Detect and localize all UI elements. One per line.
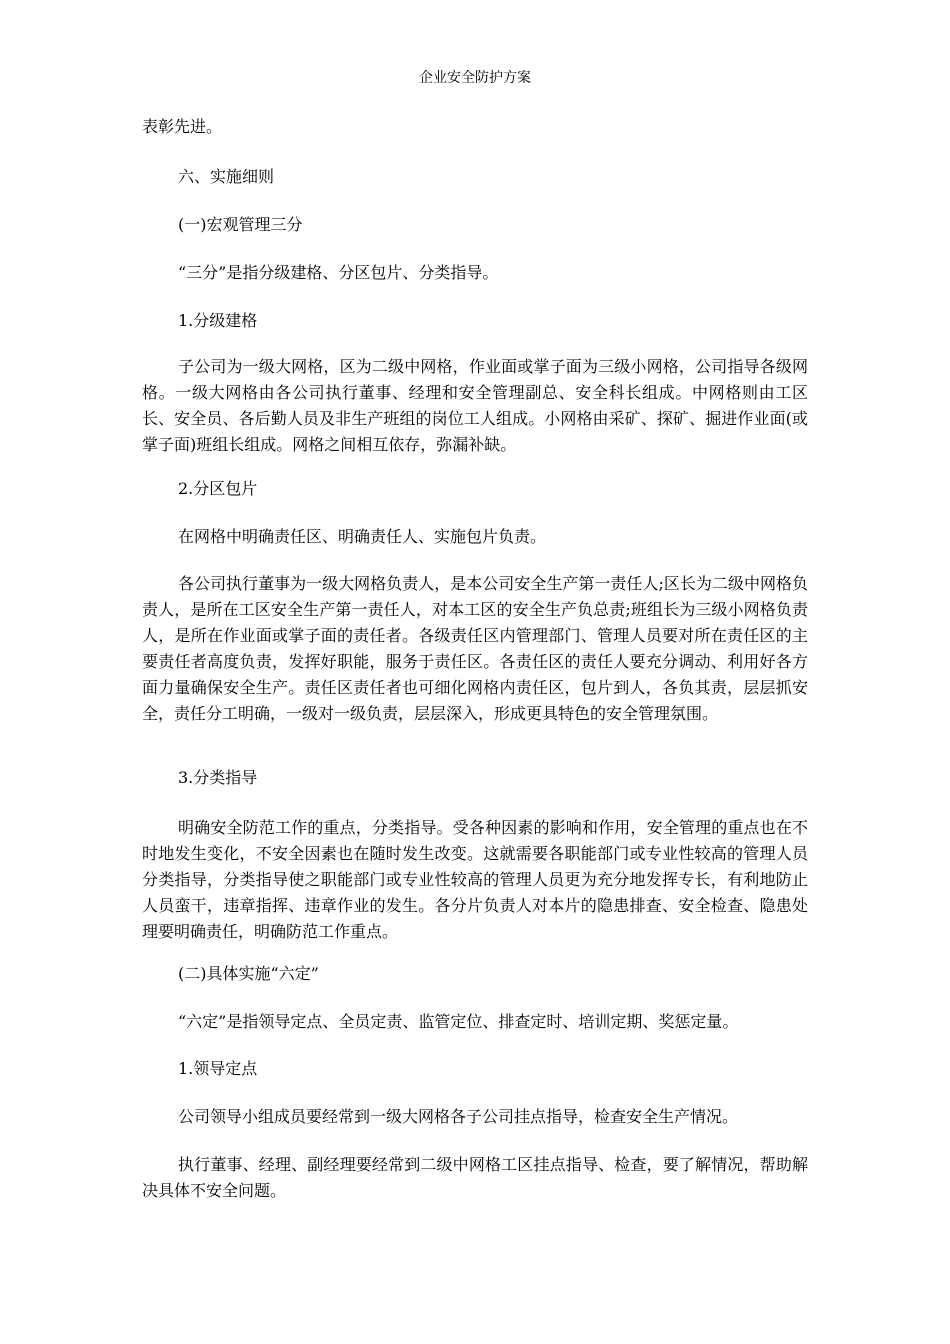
paragraph: “六定”是指领导定点、全员定责、监管定位、排查定时、培训定期、奖惩定量。 (178, 1012, 739, 1031)
item-heading: 1.分级建格 (178, 311, 258, 330)
paragraph: 在网格中明确责任区、明确责任人、实施包片负责。 (178, 527, 547, 546)
subsection-heading: (二)具体实施“六定” (178, 964, 319, 983)
subsection-heading: (一)宏观管理三分 (178, 215, 303, 234)
paragraph: 明确安全防范工作的重点，分类指导。受各种因素的影响和作用，安全管理的重点也在不时地发生变化，不安全因素也在随时发生改变。这就需要各职能部门或专业性较高的管理人员分类指导，分类指导使之职能部门或专业性较高的管理人员更为充分地发挥专长，有利地防止人员蛮干，违章指挥、违章作业的发生。各分片负责人对本片的隐患排查、安全检查、隐患处理要明确责任，明确防范工作重点。 (142, 818, 808, 941)
item-heading: 1.领导定点 (178, 1059, 258, 1078)
paragraph: “三分”是指分级建格、分区包片、分类指导。 (178, 263, 499, 282)
paragraph: 各公司执行董事为一级大网格负责人，是本公司安全生产第一责任人;区长为二级中网格负责人，是所在工区安全生产第一责任人，对本工区的安全生产负总责;班组长为三级小网格负责人，是所在作业面或掌子面的责任者。各级责任区内管理部门、管理人员要对所在责任区的主要责任者高度负责，发挥好职能，服务于责任区。各责任区的责任人要充分调动、利用好各方面力量确保安全生产。责任区责任者也可细化网格内责任区，包片到人，各负其责，层层抓安全，责任分工明确，一级对一级负责，层层深入，形成更具特色的安全管理氛围。 (142, 574, 808, 723)
paragraph: 表彰先进。 (142, 117, 223, 136)
page-header: 企业安全防护方案 (419, 70, 531, 86)
item-heading: 3.分类指导 (178, 768, 258, 787)
paragraph: 公司领导小组成员要经常到一级大网格各子公司挂点指导，检查安全生产情况。 (178, 1107, 739, 1126)
paragraph: 执行董事、经理、副经理要经常到二级中网格工区挂点指导、检查，要了解情况，帮助解决具体不安全问题。 (142, 1155, 808, 1200)
item-heading: 2.分区包片 (178, 479, 258, 498)
section-heading: 六、实施细则 (178, 167, 275, 186)
paragraph: 子公司为一级大网格，区为二级中网格，作业面或掌子面为三级小网格，公司指导各级网格。一级大网格由各公司执行董事、经理和安全管理副总、安全科长组成。中网格则由工区长、安全员、各后勤人员及非生产班组的岗位工人组成。小网格由采矿、探矿、掘进作业面(或掌子面)班组长组成。网格之间相互依存，弥漏补缺。 (142, 357, 808, 454)
